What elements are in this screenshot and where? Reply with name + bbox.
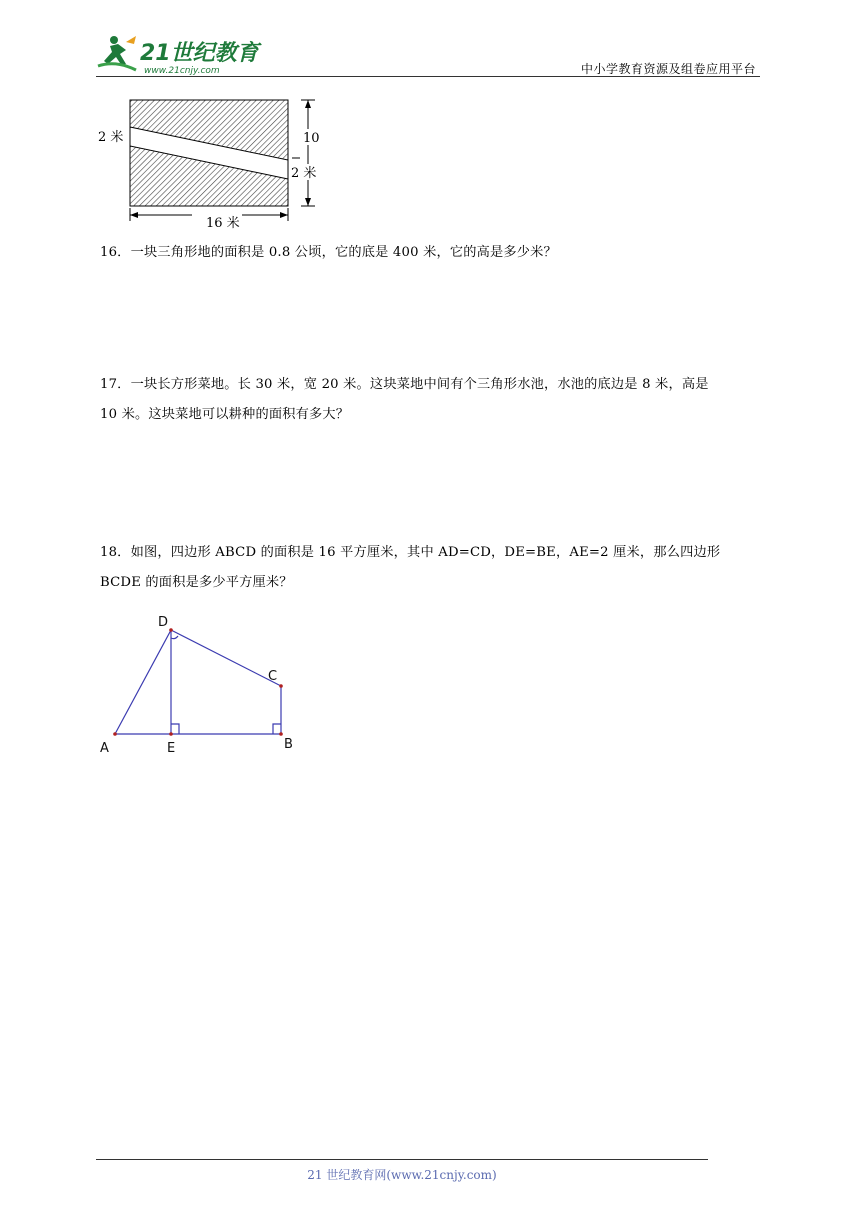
question-text-line: 一块长方形菜地。长 30 米，宽 20 米。这块菜地中间有个三角形水池，水池的底边是 8 米，高是 bbox=[130, 377, 709, 392]
figure-quadrilateral-abcd bbox=[96, 610, 306, 762]
point-c bbox=[279, 684, 283, 688]
label-a: A bbox=[100, 741, 109, 756]
question-number: 16． bbox=[100, 245, 131, 260]
running-figure-icon bbox=[98, 36, 136, 70]
question-line bbox=[100, 538, 764, 568]
page-header bbox=[96, 30, 760, 78]
right-angle-e-icon bbox=[171, 724, 179, 734]
point-d bbox=[169, 628, 173, 632]
question-number: 17． bbox=[100, 377, 131, 392]
point-a bbox=[113, 732, 117, 736]
point-e bbox=[169, 732, 173, 736]
question-16 bbox=[100, 238, 764, 268]
label-b: B bbox=[284, 737, 293, 752]
right-angle-b-icon bbox=[273, 724, 281, 734]
question-number: 18． bbox=[100, 545, 131, 560]
label-e: E bbox=[167, 741, 176, 756]
question-text-line: 一块三角形地的面积是 0.8 公顷，它的底是 400 米，它的高是多少米？ bbox=[130, 245, 557, 260]
segment-dc bbox=[171, 630, 281, 686]
label-right-2m: 2 米 bbox=[291, 166, 317, 181]
logo bbox=[96, 30, 266, 78]
label-d: D bbox=[158, 615, 169, 630]
logo-text: 21世纪教育 bbox=[140, 41, 259, 66]
question-text-line: 如图，四边形 ABCD 的面积是 16 平方厘米，其中 AD=CD，DE=BE，AE=2 厘米，那么四边形 bbox=[130, 545, 721, 560]
footer-divider bbox=[96, 1159, 708, 1160]
question-18 bbox=[100, 538, 764, 598]
point-b bbox=[279, 732, 283, 736]
question-text-line: BCDE 的面积是多少平方厘米？ bbox=[100, 575, 293, 590]
header-divider bbox=[96, 76, 760, 77]
figure-shaded-rectangle bbox=[96, 96, 336, 236]
footer-text: 21 世纪教育网(www.21cnjy.com) bbox=[307, 1168, 497, 1182]
label-c: C bbox=[268, 669, 278, 684]
header-slogan: 中小学教育资源及组卷应用平台 bbox=[580, 62, 756, 76]
label-height-10: 10 bbox=[303, 131, 320, 146]
label-bottom-16m: 16 米 bbox=[206, 216, 240, 231]
angle-mark-d-icon bbox=[171, 636, 178, 639]
segment-ad bbox=[115, 630, 171, 734]
logo-url: www.21cnjy.com bbox=[144, 66, 220, 76]
question-line bbox=[100, 370, 764, 400]
question-17 bbox=[100, 370, 764, 430]
label-left-2m: 2 米 bbox=[98, 130, 124, 145]
question-text-line: 10 米。这块菜地可以耕种的面积有多大？ bbox=[100, 407, 350, 422]
